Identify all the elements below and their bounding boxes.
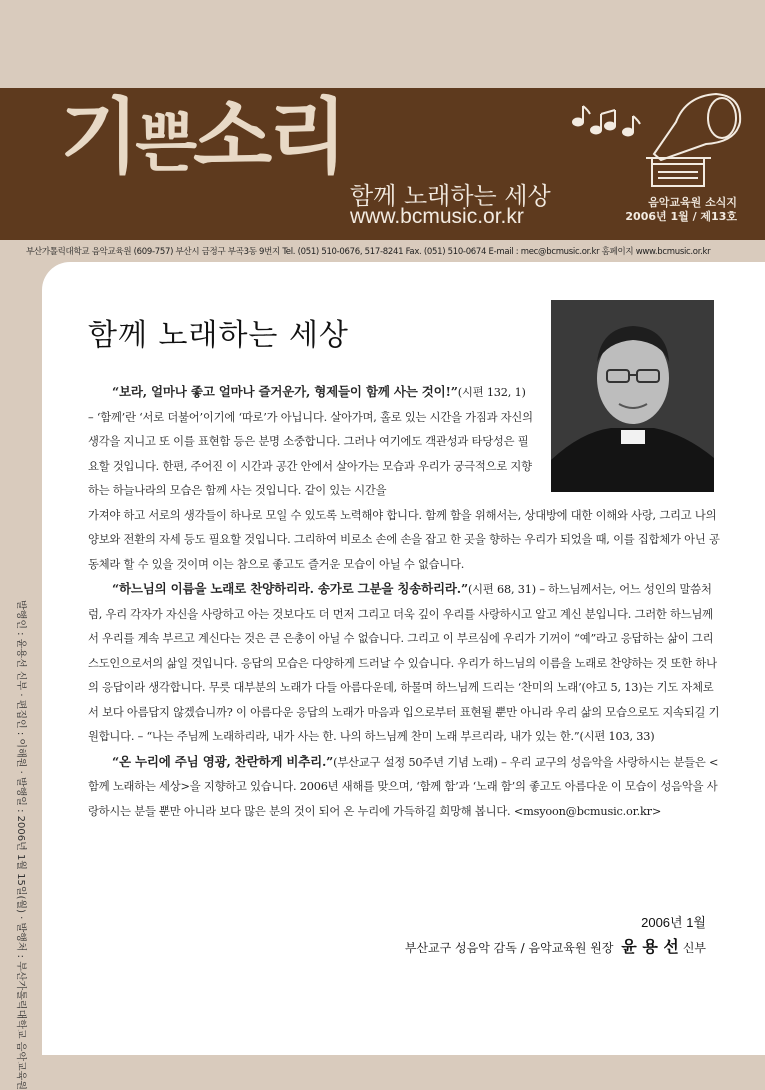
paragraph-1-text: ‘함께’란 ‘서로 더불어’이기에 ‘따로’가 아닙니다. 살아가며, 홀로 있는 시간을 가짐과 자신의 생각을 지니고 또 이를 표현함 등은 분명 소중합니다. 그러나 여기에도 객관성과 타당성은 필요할 것입니다. 한편, 주어진 이 시간과 공간 안에서 살아가는 모습과 우리가 궁극적으로 지향하는 하늘나라의 모습은 함께 사는 것입니다. 같이 있는 시간을 — [88, 410, 533, 497]
publication-name: 음악교육원 소식지 — [648, 196, 737, 209]
scripture-quote-1: “보라, 얼마나 좋고 얼마나 즐거운가, 형제들이 함께 사는 것이!” — [112, 384, 458, 399]
logo-part-2: 쁜 — [135, 106, 194, 181]
newsletter-logo — [60, 89, 344, 185]
paragraph-1-continued: 가져야 하고 서로의 생각들이 하나로 모일 수 있도록 노력해야 합니다. 함께 함을 위해서는, 상대방에 대한 이해와 사랑, 그리고 나의 양보와 전환의 자세 등도 필요할 것입니다. 그리하여 비로소 손에 손을 잡고 한 곳을 향하는 우리가 되었을 때, 이를 집합체가 아닌 공동체라 할 수 있을 것이며 이는 참으로 좋고도 즐거운 모습이 아닐 수 없습니다. — [88, 508, 720, 571]
anniversary-song-quote: “온 누리에 주님 영광, 찬란하게 비추리.” — [112, 753, 334, 769]
masthead-top-band — [0, 0, 765, 88]
paragraph-2 — [88, 577, 720, 750]
logo-part-3: 소리 — [193, 89, 344, 185]
paragraph-1 — [88, 380, 534, 504]
scripture-ref-2: (시편 68, 31) — [467, 583, 536, 596]
issue-number: 2006년 1월 / 제13호 — [625, 210, 737, 223]
contact-address: 부산가톨릭대학교 음악교육원 (609-757) 부산시 금정구 부곡3동 9번지 Tel. (051) 510-0676, 517-8241 Fax. (051) 510-0674 E-mail : mec@bcmusic.or.kr 홈페이지 www.bcmusic.or.kr — [26, 247, 711, 257]
paragraph-3-text: – 우리 교구의 성음악을 사랑하시는 분들은 <함께 노래하는 세상>을 지향하고 있습니다. 2006년 새해를 맞으며, ‘함께 함’과 ‘노래 함’의 좋고도 아름다운 이 모습이 성음악을 사랑하시는 분들 뿐만 아니라 보다 많은 분의 것이 되어 온 누리에 가득하길 희망해 봅니다. — [88, 755, 719, 818]
scripture-quote-2: “하느님의 이름을 노래로 찬양하리라. 송가로 그분을 칭송하리라.” — [112, 581, 468, 596]
author-title: 신부 — [682, 941, 706, 955]
article-title: 함께 노래하는 세상 — [88, 318, 349, 353]
masthead-subtitle: 함께 노래하는 세상 — [350, 182, 551, 210]
masthead-url: www.bcmusic.or.kr — [350, 205, 524, 228]
logo-part-1: 기 — [60, 89, 136, 185]
issue-info — [612, 196, 737, 224]
address-bar — [0, 240, 765, 262]
publisher-info: 발행인 : 윤용선 신부 · 편집인 : 이해원 · 발행일 : 2006년 1월 15일(월) · 발행처 : 부산가톨릭대학교 음악교육원 — [15, 600, 26, 1090]
article-body — [88, 380, 720, 824]
anniversary-song-ref: (부산교구 설정 50주년 기념 노래) — [333, 755, 498, 769]
signature-line — [0, 934, 706, 957]
paragraph-3 — [88, 750, 720, 825]
author-email: <msyoon@bcmusic.or.kr> — [513, 804, 662, 818]
author-name: 윤 용 선 — [621, 937, 679, 956]
signature-date: 2006년 1월 — [641, 915, 706, 930]
scripture-ref-3: (시편 103, 33) — [579, 730, 655, 743]
paragraph-2-text: – 하느님께서는, 어느 성인의 말씀처럼, 우리 각자가 자신을 사랑하고 아는 것보다도 더 먼저 그리고 더욱 깊이 우리를 사랑하시고 알고 계신 분입니다. 그러한 하느님께서 우리를 계속 부르고 계신다는 것은 큰 은총이 아닐 수 없습니다. 그리고 이 부르심에 우리가 기꺼이 “예”라고 응답하는 삶이 그리스도인으로서의 삶일 것입니다. 응답의 모습은 다양하게 드러날 수 있습니다. 우리가 하느님의 이름을 노래로 찬양하는 것 또한 하나의 응답이라 생각합니다. 무릇 대부분의 노래가 다들 아름다운데, 하물며 하느님께 드리는 ‘찬미의 노래’(야고 5, 13)는 기도 자체로서 보다 아름답지 않겠습니까? 이 아름다운 응답의 노래가 마음과 입으로부터 표현될 뿐만 아니라 우리 삶의 모습으로도 지속되길 기원합니다. – “나는 주님께 노래하리라, 내가 사는 한. 나의 하느님께 찬미 노래 부르리라, 내가 있는 한.” — [88, 583, 720, 743]
gramophone-icon — [566, 92, 746, 190]
scripture-ref-1: (시편 132, 1) – — [88, 386, 526, 424]
publisher-vertical-text — [12, 600, 32, 1090]
author-role: 부산교구 성음악 감독 / 음악교육원 원장 — [404, 941, 614, 955]
